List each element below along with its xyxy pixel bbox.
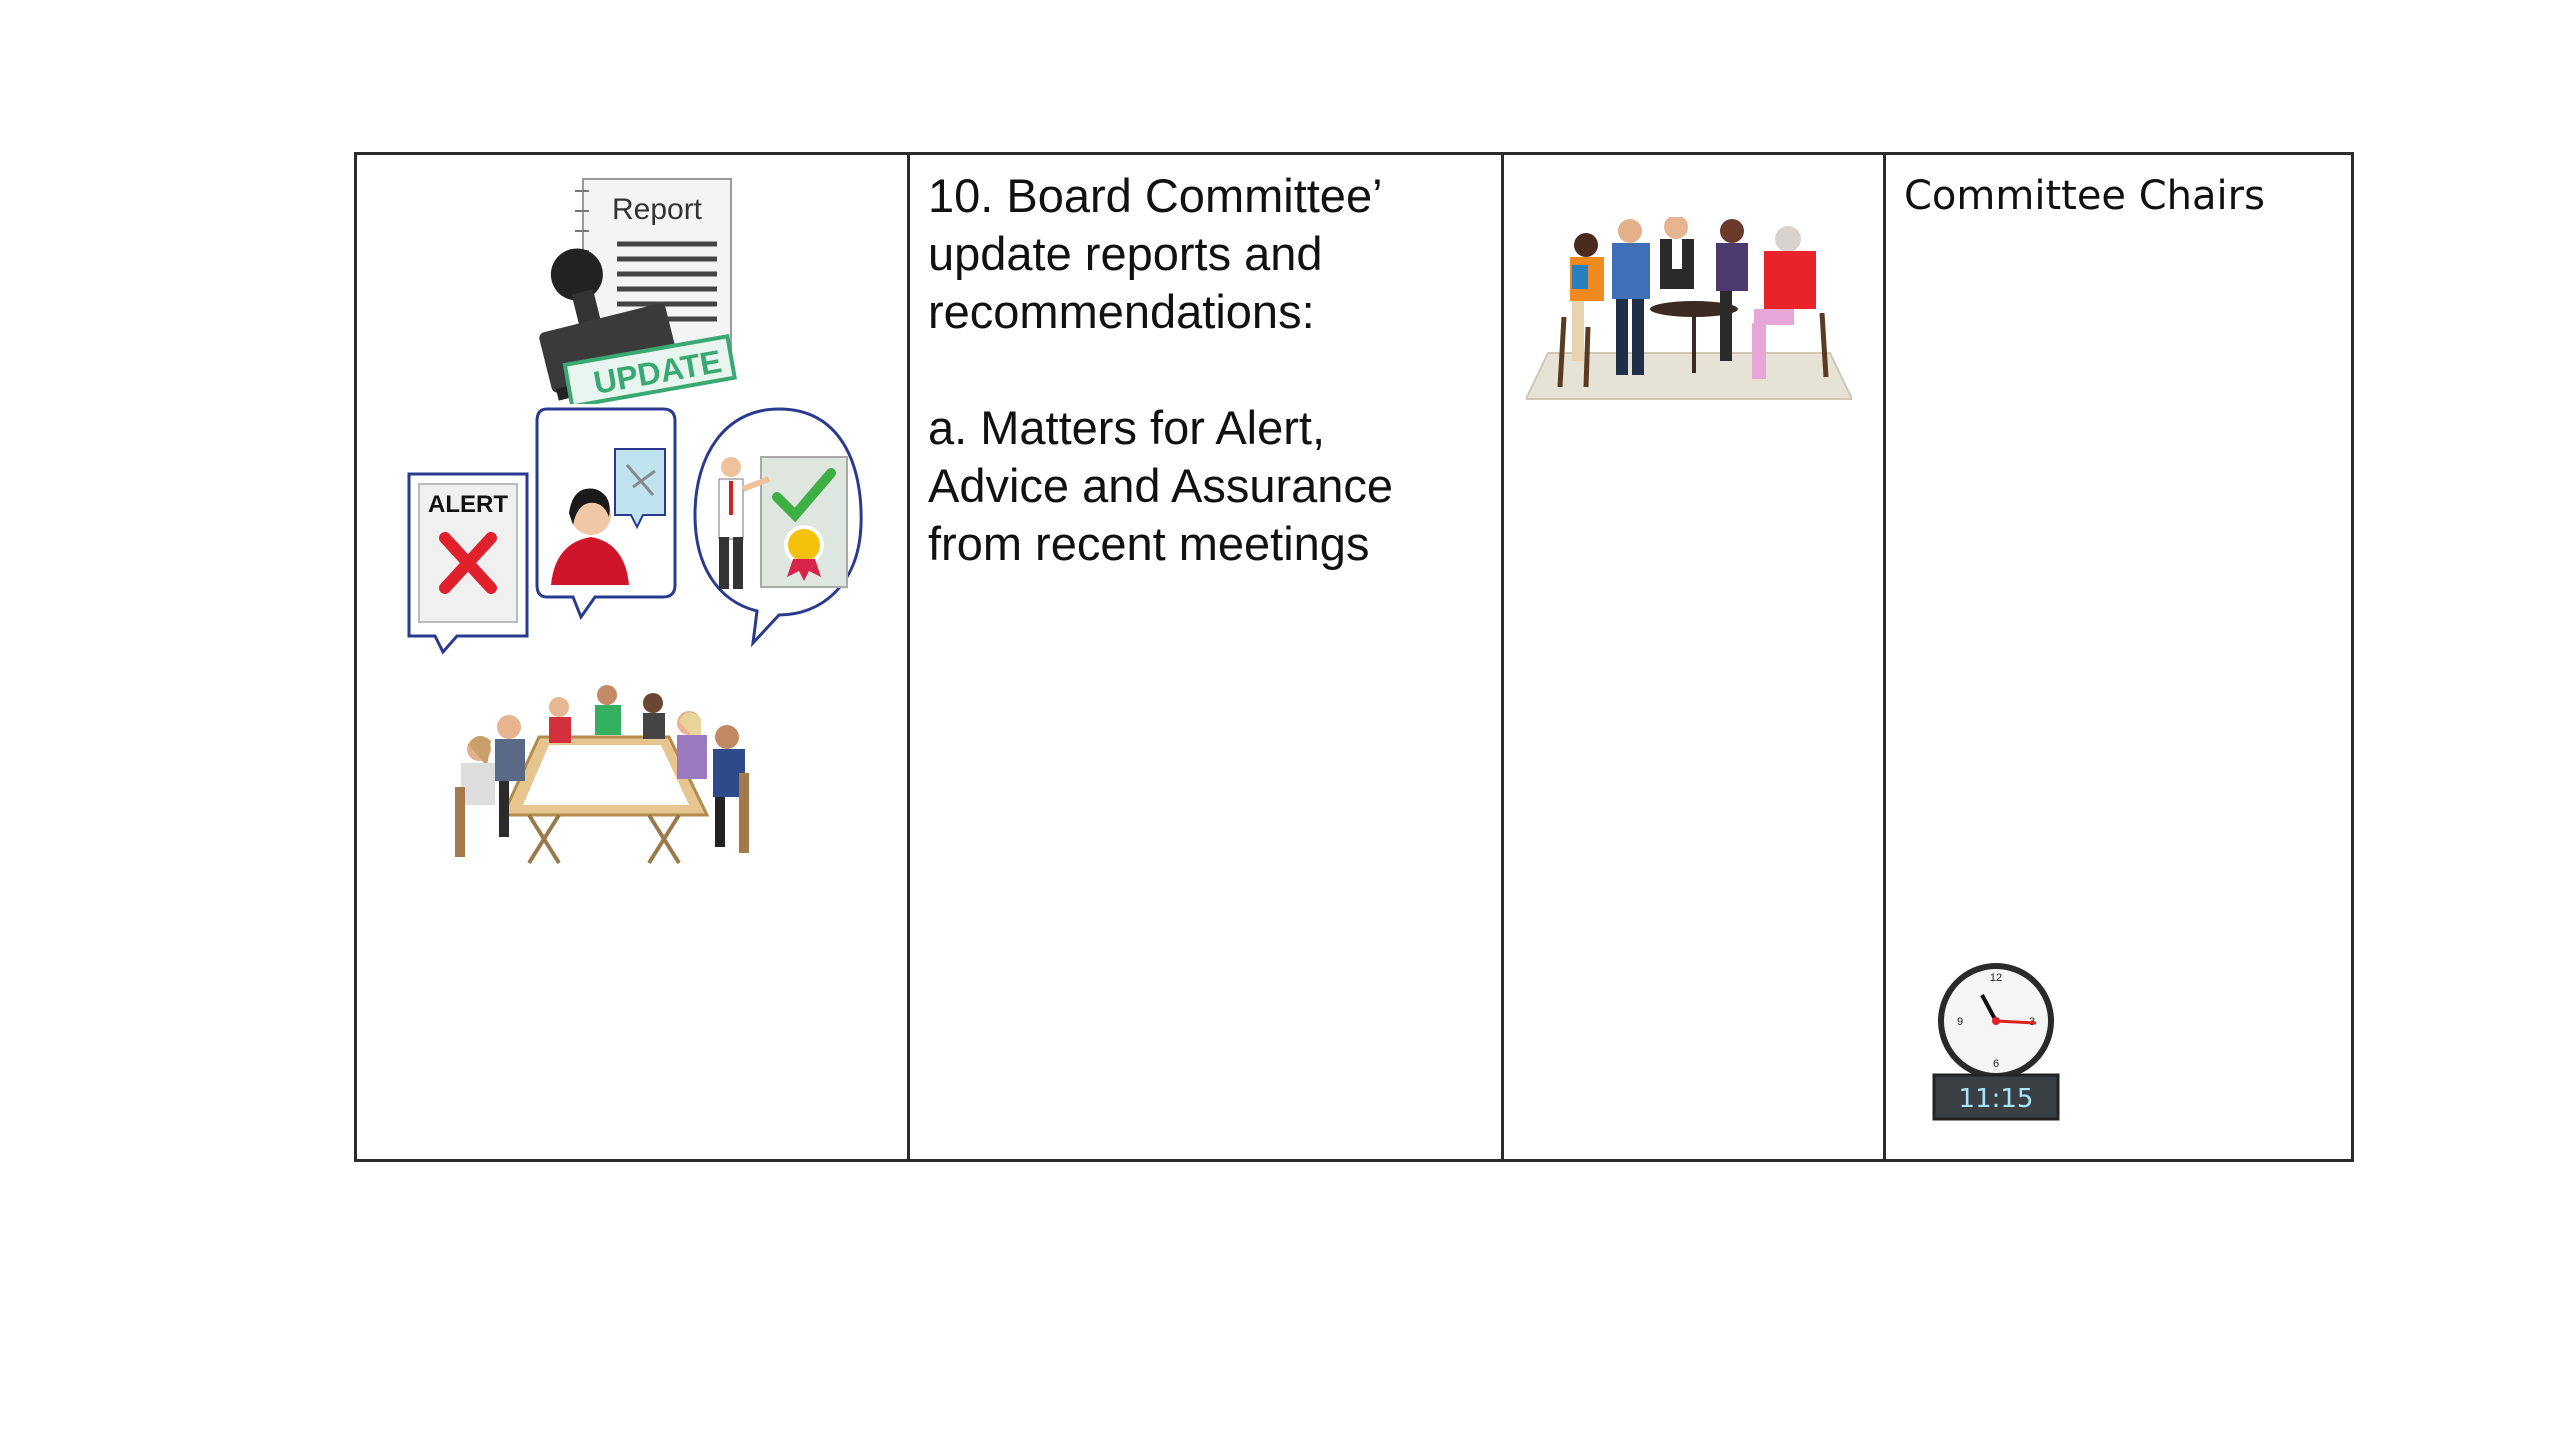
owner-label: Committee Chairs xyxy=(1904,173,2265,219)
item-sub-line-3: from recent meetings xyxy=(928,517,1370,570)
agenda-item-cell xyxy=(907,155,1501,1159)
svg-text:12: 12 xyxy=(1989,972,2003,984)
item-title-line-2: update reports and xyxy=(928,227,1323,280)
meeting-group-icon xyxy=(439,677,769,877)
report-label: Report xyxy=(611,193,703,226)
clock-icon xyxy=(1932,963,2062,1123)
alert-label: ALERT xyxy=(428,491,508,518)
svg-text:9: 9 xyxy=(1956,1016,1964,1028)
item-title-line-3: recommendations: xyxy=(928,285,1315,338)
item-sub-line-2: Advice and Assurance xyxy=(928,459,1394,512)
discussion-group-icon xyxy=(1526,217,1852,407)
item-sub-line-1: a. Matters for Alert, xyxy=(928,401,1326,454)
svg-text:6: 6 xyxy=(1992,1058,2000,1070)
assurance-bubble-icon xyxy=(691,405,867,650)
clock-time: 11:15 xyxy=(1958,1084,2034,1114)
agenda-table xyxy=(354,152,2354,1162)
report-update-icon xyxy=(527,169,737,404)
owner-cell xyxy=(1883,155,2351,1159)
advice-bubble-icon xyxy=(533,405,681,625)
people-cell xyxy=(1501,155,1883,1159)
alert-bubble-icon xyxy=(405,470,535,660)
agenda-item-text xyxy=(928,167,1483,573)
item-title-line-1: 10. Board Committee’ xyxy=(928,169,1383,222)
stamp-label: UPDATE xyxy=(590,343,725,401)
images-cell xyxy=(357,155,907,1159)
